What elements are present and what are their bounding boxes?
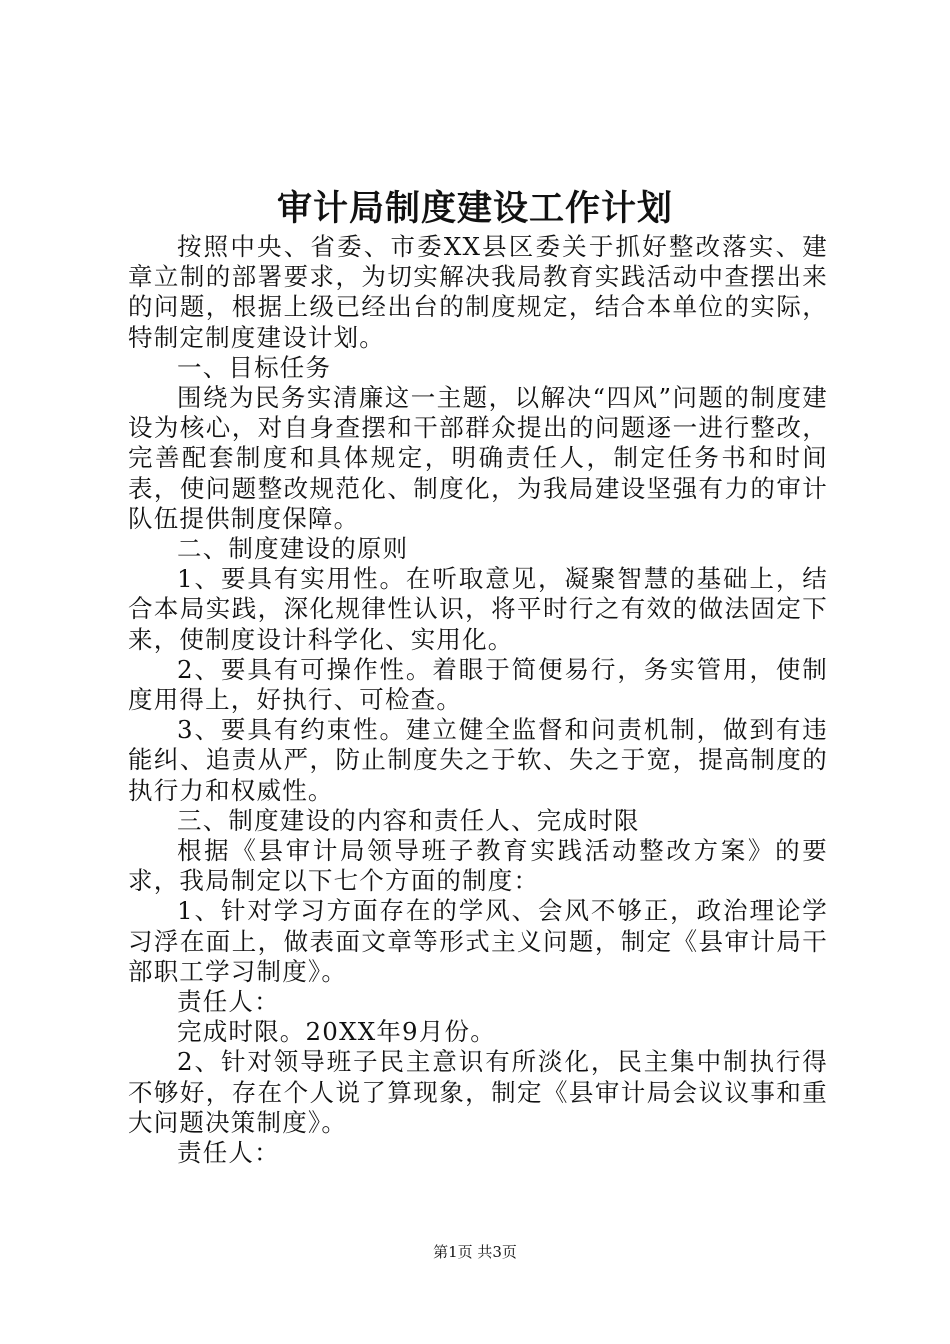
document-title: 审计局制度建设工作计划 [276, 188, 673, 229]
paragraph-intro: 按照中央、省委、市委XX县区委关于抓好整改落实、建章立制的部署要求，为切实解决我局教育实践活动中查摆出来的问题，根据上级已经出台的制度规定，结合本单位的实际，特制定制度建设计划。 [128, 232, 828, 352]
paragraph-deadline-1: 完成时限。20XX年9月份。 [177, 1017, 496, 1047]
page-indicator: 第1页 共3页 [433, 1243, 517, 1261]
paragraph-principle-3: 3、要具有约束性。建立健全监督和问责机制，做到有违能纠、追责从严，防止制度失之于软、失之于宽，提高制度的执行力和权威性。 [128, 715, 828, 805]
section-heading-content: 三、制度建设的内容和责任人、完成时限 [177, 805, 640, 835]
paragraph-item-2: 2、针对领导班子民主意识有所淡化，民主集中制执行得不够好，存在个人说了算现象，制定《县审计局会议议事和重大问题决策制度》。 [128, 1047, 828, 1137]
paragraph-principle-1: 1、要具有实用性。在听取意见，凝聚智慧的基础上，结合本局实践，深化规律性认识，将平时行之有效的做法固定下来，使制度设计科学化、实用化。 [128, 564, 828, 654]
paragraph-principle-2: 2、要具有可操作性。着眼于简便易行，务实管用，使制度用得上，好执行、可检查。 [128, 654, 828, 715]
paragraph-item-1: 1、针对学习方面存在的学风、会风不够正，政治理论学习浮在面上，做表面文章等形式主义问题，制定《县审计局干部职工学习制度》。 [128, 896, 828, 986]
paragraph-content-intro: 根据《县审计局领导班子教育实践活动整改方案》的要求，我局制定以下七个方面的制度： [128, 836, 828, 896]
section-heading-principles: 二、制度建设的原则 [177, 534, 409, 564]
paragraph-responsible-1: 责任人： [177, 987, 280, 1017]
section-heading-goals: 一、目标任务 [177, 352, 332, 382]
document-body [128, 232, 828, 1168]
paragraph-responsible-2: 责任人： [177, 1138, 280, 1168]
paragraph-goals: 围绕为民务实清廉这一主题，以解决“四风”问题的制度建设为核心，对自身查摆和干部群众提出的问题逐一进行整改，完善配套制度和具体规定，明确责任人，制定任务书和时间表，使问题整改规范化、制度化，为我局建设坚强有力的审计队伍提供制度保障。 [128, 383, 828, 533]
